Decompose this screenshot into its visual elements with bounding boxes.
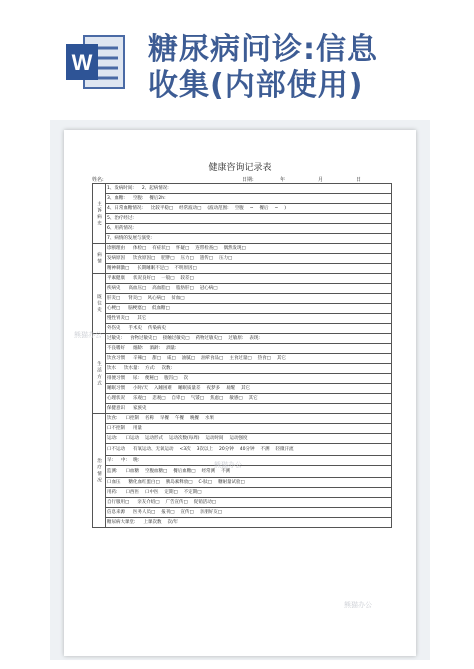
form-field-text: 空腹: xyxy=(132,196,144,201)
form-field-text: 食物过敏史□ xyxy=(130,336,157,341)
form-field-text: 其它 xyxy=(241,386,251,391)
form-field-text: 肾炎□ xyxy=(128,296,142,301)
form-field-text: 口中医 xyxy=(145,490,159,495)
form-row xyxy=(93,424,392,434)
form-field-text: 过敏史: xyxy=(107,336,123,341)
form-row xyxy=(93,214,392,224)
form-field-text: 宣传□ xyxy=(180,510,194,515)
form-field-text: 次 xyxy=(183,376,189,381)
form-row xyxy=(93,518,392,528)
form-field-text: 脂肪肝□ xyxy=(176,286,194,291)
form-row xyxy=(93,394,392,404)
form-field-text: 口运动 xyxy=(125,436,140,441)
document-title: 健康咨询记录表 xyxy=(208,163,272,173)
form-field-text: 心梗□ xyxy=(107,306,121,311)
form-field-text: 不明原因□ xyxy=(174,266,197,271)
page-title xyxy=(148,32,378,104)
form-field-text: 次/年 xyxy=(167,520,179,525)
form-field-text: 次数: xyxy=(161,366,173,371)
form-field-text: 易醒 xyxy=(226,386,236,391)
watermark: 熊猫办公 xyxy=(74,331,102,339)
form-field-text: 便秘□ xyxy=(145,376,159,381)
form-field-text: 酒量: xyxy=(166,346,177,351)
form-cell xyxy=(106,424,392,434)
form-field-text: 心理状况 xyxy=(107,396,125,401)
form-field-text: 排便习惯 xyxy=(107,376,125,381)
form-field-text: 糖尿病大课堂: xyxy=(107,520,136,525)
form-field-text: 饮水 xyxy=(107,366,116,371)
form-field-text: ) xyxy=(284,206,287,211)
form-field-text: 保健意识 xyxy=(107,406,125,411)
form-row xyxy=(93,194,392,204)
form-field-text: 家族史 xyxy=(133,406,147,411)
form-field-text: ~ xyxy=(274,206,279,211)
form-field-text: 餐后血糖□ xyxy=(173,469,196,474)
form-cell xyxy=(106,234,392,244)
form-field-text: 糖耐量试验□ xyxy=(218,480,245,485)
form-field-text: 药物过敏史□ xyxy=(195,336,223,341)
form-row xyxy=(93,284,392,294)
form-field-text: 表现: xyxy=(249,336,260,341)
form-cell xyxy=(106,444,392,456)
form-cell xyxy=(106,518,392,528)
form-field-text: 睡眠习惯 xyxy=(107,386,125,391)
form-field-text: 饮水量: xyxy=(124,366,140,371)
form-field-text: 平素健康 xyxy=(107,276,125,281)
form-field-text: 5、治疗经过: xyxy=(107,216,134,221)
form-cell xyxy=(106,214,392,224)
form-field-text: 精神刺激□ xyxy=(107,266,130,271)
form-row xyxy=(93,274,392,284)
form-field-text: 疾病史 xyxy=(107,286,121,291)
form-field-text: 医务人员□ xyxy=(133,510,156,515)
form-cell xyxy=(106,294,392,304)
form-row xyxy=(93,488,392,498)
document-page xyxy=(64,130,416,656)
form-field-text: 晚: xyxy=(133,458,140,463)
form-cell xyxy=(106,488,392,498)
form-field-text: 肥胖□ xyxy=(161,256,175,261)
form-row xyxy=(93,304,392,314)
form-field-text: 经常测 xyxy=(201,469,216,474)
form-field-text: 油腻□ xyxy=(181,356,196,361)
form-field-text: 饮食: xyxy=(107,416,118,421)
form-row xyxy=(93,508,392,518)
form-field-text: 6、用药情况: xyxy=(107,226,134,231)
form-field-text: 早餐 xyxy=(160,416,170,421)
form-field-text: 小时/天 xyxy=(133,386,149,391)
form-field-text: ~ xyxy=(249,206,254,211)
form-cell xyxy=(106,194,392,204)
document-meta xyxy=(92,176,392,183)
day-label: 日 xyxy=(356,177,362,183)
form-field-text: 尿: xyxy=(133,376,140,381)
form-field-text: 慢性胃炎□ xyxy=(107,316,130,321)
form-field-text: 口西医 xyxy=(125,490,140,495)
form-field-text: 亲友介绍□ xyxy=(137,500,160,505)
form-field-text: 较差□ xyxy=(180,276,194,281)
form-row xyxy=(93,364,392,374)
form-field-text: 不测 xyxy=(221,469,231,474)
form-field-text: 贫血□ xyxy=(171,296,185,301)
form-field-text: 餐后2h: xyxy=(149,196,166,201)
form-field-text: 冠心病□ xyxy=(199,286,218,291)
form-field-text: 餐后 xyxy=(259,206,269,211)
form-field-text: 焦虑□ xyxy=(210,396,224,401)
section-label-life: 生活方式 xyxy=(93,334,106,414)
form-row xyxy=(93,414,392,424)
form-field-text: 敏感□ xyxy=(229,396,243,401)
form-field-text: 运动形式 xyxy=(145,436,164,441)
form-field-text: 肝炎□ xyxy=(107,296,121,301)
form-field-text: 辛辣□ xyxy=(133,356,147,361)
name-label: 姓名: xyxy=(92,177,104,183)
form-field-text: 体检□ xyxy=(133,246,147,251)
form-row xyxy=(93,324,392,334)
form-field-text: 名称 xyxy=(145,416,155,421)
form-field-text: 自行服用□ xyxy=(107,500,130,505)
form-field-text: 水果 xyxy=(205,416,215,421)
form-cell xyxy=(106,456,392,466)
form-cell xyxy=(106,304,392,314)
form-field-text: 其它 xyxy=(276,356,286,361)
form-field-text: 油荤食品□ xyxy=(201,356,224,361)
form-field-text: 遗传□ xyxy=(199,256,214,261)
svg-text:W: W xyxy=(71,50,93,75)
form-field-text: 4、日常血糖情况: xyxy=(107,206,143,211)
form-field-text: 状况良好□ xyxy=(133,276,156,281)
form-field-text: 不测 xyxy=(260,447,270,452)
month-label: 月 xyxy=(318,177,324,183)
form-field-text: 悲观□ xyxy=(152,396,166,401)
form-cell xyxy=(106,374,392,384)
form-field-text: 促销活动□ xyxy=(193,500,217,505)
form-row xyxy=(93,234,392,244)
form-row xyxy=(93,204,392,214)
form-field-text: 不定期□ xyxy=(183,490,202,495)
form-field-text: 40分钟 xyxy=(239,447,255,452)
form-row xyxy=(93,254,392,264)
form-field-text: 热食□ xyxy=(257,356,271,361)
form-cell xyxy=(106,184,392,194)
form-field-text: 气馁□ xyxy=(190,396,205,401)
form-row xyxy=(93,224,392,234)
form-field-text: 午餐 xyxy=(175,416,185,421)
form-field-text: 3、血糖: xyxy=(107,196,125,201)
form-row xyxy=(93,334,392,344)
form-field-text: 外伤史 xyxy=(107,326,121,331)
form-field-text: 自卑□ xyxy=(171,396,185,401)
form-cell xyxy=(106,254,392,264)
form-field-text: 低血糖□ xyxy=(152,306,170,311)
form-cell xyxy=(106,508,392,518)
form-field-text: 口不运动 xyxy=(107,447,125,452)
form-field-text: 广告宣传□ xyxy=(165,500,188,505)
form-cell xyxy=(106,324,392,334)
form-field-text: 夜梦多 xyxy=(206,386,221,391)
form-field-text: 睡眠质量差 xyxy=(178,386,201,391)
form-field-text: 方式: xyxy=(145,366,156,371)
form-cell xyxy=(106,384,392,394)
watermark: 熊猫办公 xyxy=(344,601,372,609)
form-cell xyxy=(106,244,392,254)
form-field-text: 经常波动□ xyxy=(179,206,202,211)
form-cell xyxy=(106,394,392,404)
section-label-illness: 病情 xyxy=(93,244,106,274)
form-field-text: 中: xyxy=(121,458,128,463)
form-field-text: 口控制 xyxy=(125,416,140,421)
form-field-text: 运动: xyxy=(107,436,118,441)
form-row xyxy=(93,404,392,414)
form-field-text: 口不控制 xyxy=(107,426,125,431)
form-field-text: 上课次数 xyxy=(143,520,162,525)
form-field-text: 信息来源 xyxy=(107,510,125,515)
form-field-text: 用药: xyxy=(107,490,118,495)
form-field-text: 7、病情的发展与演变: xyxy=(107,236,152,241)
form-row xyxy=(93,434,392,444)
form-cell xyxy=(106,314,392,324)
form-field-text: 1、发病时间: xyxy=(107,186,134,191)
form-row xyxy=(93,184,392,194)
form-cell xyxy=(106,404,392,414)
watermark: 熊猫办公 xyxy=(214,461,242,469)
form-row xyxy=(93,314,392,324)
form-field-text: 空腹 xyxy=(234,206,244,211)
form-field-text: 腹泻□ xyxy=(164,376,178,381)
form-field-text: 过敏原: xyxy=(228,336,244,341)
form-field-text: 长期睡眠不足□ xyxy=(137,266,169,271)
form-field-text: 脑梗塞□ xyxy=(128,306,147,311)
form-field-text: 3次以上 xyxy=(196,447,214,452)
form-field-text: 高血脂□ xyxy=(152,286,171,291)
form-field-text: 口血压 xyxy=(107,480,121,485)
form-cell xyxy=(106,344,392,354)
form-field-text: 压力□ xyxy=(219,256,233,261)
form-row xyxy=(93,478,392,488)
form-cell xyxy=(106,414,392,424)
form-field-text: 饮食原因□ xyxy=(133,256,156,261)
section-label-past: 既往史 xyxy=(93,274,106,334)
form-field-text: 怀疑□ xyxy=(176,246,190,251)
form-field-text: 用量 xyxy=(133,426,142,431)
form-field-text: 报刊□ xyxy=(161,510,175,515)
form-field-text: 定期□ xyxy=(164,490,178,495)
title-line-2: 收集(内部使用) xyxy=(148,68,364,103)
form-cell xyxy=(106,284,392,294)
form-field-text: 早: xyxy=(107,458,114,463)
form-field-text: 手术史 xyxy=(128,326,142,331)
form-field-text: 接触过敏史□ xyxy=(162,336,190,341)
form-cell xyxy=(106,274,392,284)
form-field-text: 乐观□ xyxy=(133,396,147,401)
form-field-text: C-肽□ xyxy=(198,480,213,485)
form-row xyxy=(93,354,392,364)
form-field-text: 口血糖 xyxy=(125,469,140,474)
form-row xyxy=(93,294,392,304)
form-row xyxy=(93,264,392,274)
form-field-text: 诊断理由 xyxy=(107,246,125,251)
form-field-text: 糖化血红蛋白□ xyxy=(128,480,160,485)
form-cell xyxy=(106,204,392,214)
form-field-text: 酒龄: xyxy=(149,346,161,351)
form-field-text: 发病原因 xyxy=(107,256,125,261)
form-field-text: 传染病史 xyxy=(148,326,166,331)
form-field-text: 压力□ xyxy=(180,256,194,261)
page-header xyxy=(0,0,474,110)
form-cell xyxy=(106,264,392,274)
form-field-text: 轻微汗流 xyxy=(275,447,294,452)
form-field-text: 有氧运动、无氧运动 xyxy=(133,447,174,452)
form-field-text: 偶然发现□ xyxy=(223,246,246,251)
form-row xyxy=(93,498,392,508)
form-field-text: 空腹血糖□ xyxy=(145,469,168,474)
form-field-text: 高血压□ xyxy=(128,286,147,291)
section-label-history: 主诉病史 xyxy=(93,184,106,244)
form-row xyxy=(93,374,392,384)
form-cell xyxy=(106,466,392,478)
form-field-text: 不良嗜好 xyxy=(107,346,125,351)
word-document-icon xyxy=(64,32,128,92)
form-field-text: 甜□ xyxy=(152,356,162,361)
form-field-text: 其它 xyxy=(248,396,258,401)
form-row xyxy=(93,344,392,354)
form-row xyxy=(93,456,392,466)
title-line-1: 糖尿病问诊:信息 xyxy=(148,32,378,67)
form-field-text: 20分钟 xyxy=(219,447,234,452)
form-field-text: 胰岛素释放□ xyxy=(165,480,193,485)
form-cell xyxy=(106,224,392,234)
form-field-text: <3次 xyxy=(179,447,191,452)
form-row xyxy=(93,244,392,254)
form-field-text: 入睡困难 xyxy=(154,386,173,391)
form-cell xyxy=(106,498,392,508)
form-field-text: 主食过量□ xyxy=(229,356,252,361)
form-field-text: 亲朋好友□ xyxy=(199,510,223,515)
form-field-text: 有症状□ xyxy=(152,246,171,251)
form-field-text: (波动范围: xyxy=(207,206,229,211)
form-field-text: 风心病□ xyxy=(147,296,166,301)
form-field-text: 监测: xyxy=(107,469,118,474)
form-cell xyxy=(106,354,392,364)
form-cell xyxy=(106,478,392,488)
form-field-text: 一般□ xyxy=(161,276,175,281)
form-field-text: 晚餐 xyxy=(190,416,200,421)
year-label: 年 xyxy=(280,177,286,183)
form-field-text: 咸□ xyxy=(167,356,176,361)
form-field-text: 运动时间 xyxy=(205,436,224,441)
form-field-text: 运动次数(每周) xyxy=(169,436,200,441)
form-row xyxy=(93,384,392,394)
consultation-form-table xyxy=(92,183,392,528)
form-field-text: 其它 xyxy=(137,316,147,321)
form-row xyxy=(93,444,392,456)
form-row xyxy=(93,466,392,478)
form-field-text: 运动强度 xyxy=(229,436,248,441)
form-field-text: 连带检查□ xyxy=(195,246,218,251)
section-label-treatment: 治疗情况 xyxy=(93,414,106,528)
form-cell xyxy=(106,364,392,374)
form-cell xyxy=(106,434,392,444)
date-label: 日期: xyxy=(242,177,254,183)
form-field-text: 烟龄: xyxy=(133,346,144,351)
form-field-text: 比较平稳□ xyxy=(150,206,174,211)
form-field-text: 2、起病情况: xyxy=(141,186,169,191)
form-cell xyxy=(106,334,392,344)
form-field-text: 饮食习惯 xyxy=(107,356,125,361)
